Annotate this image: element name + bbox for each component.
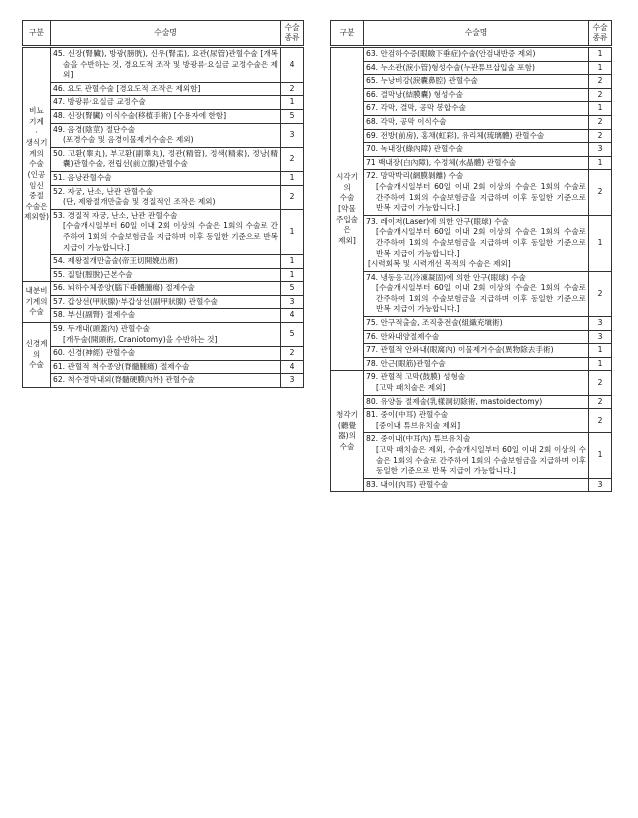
surgery-name-cell: [51, 347, 281, 361]
surgery-title: 50. 고환(睾丸), 부고환(副睾丸), 정관(精管), 정색(精索), 정낭(精囊)관혈수술, 전립선(前立腺)관혈수술: [53, 148, 278, 169]
surgery-count-cell: 3: [281, 295, 304, 309]
table-row: [331, 129, 612, 143]
surgery-count-cell: 1: [589, 156, 612, 170]
surgery-title: 82. 중이내(中耳內) 튜브유치술: [366, 434, 471, 444]
right-body: [331, 47, 612, 492]
table-row: [331, 317, 612, 331]
surgery-name-cell: [364, 271, 589, 316]
header-category: 구분: [331, 21, 364, 47]
surgery-name-cell: [364, 371, 589, 395]
surgery-name-cell: [364, 215, 589, 271]
surgery-count-cell: 4: [281, 309, 304, 323]
surgery-count-cell: 1: [281, 96, 304, 110]
surgery-title: 72. 망막박리(網膜剝離) 수술: [366, 171, 464, 181]
table-row: [331, 357, 612, 371]
surgery-count-cell: 1: [589, 344, 612, 358]
table-row: [23, 309, 304, 323]
table-row: [331, 88, 612, 102]
surgery-condition: [고막 패치술은 제외]: [376, 383, 446, 393]
surgery-condition: [수술개시일부터 60일 이내 2회 이상의 수술은 1회의 수술로 간주하여 1회의 수술보험금을 지급하며 이후 동일한 기준으로 반복 지급이 가능합니다.]: [376, 227, 586, 258]
surgery-title: 58. 부신(副腎) 절제수술: [53, 310, 136, 320]
table-row: [331, 47, 612, 62]
surgery-name-cell: [51, 268, 281, 282]
surgery-name-cell: [364, 143, 589, 157]
surgery-name-cell: [364, 61, 589, 75]
header-name: 수술명: [51, 21, 281, 47]
surgery-condition: [개두술(開頭術, Craniotomy)을 수반하는 것]: [63, 334, 218, 344]
surgery-title: 59. 두개내(頭蓋內) 관혈수술: [53, 324, 150, 334]
surgery-title: 47. 방광류·요실금 교정수술: [53, 97, 146, 107]
surgery-title: 65. 누낭비강(淚囊鼻腔) 관혈수술: [366, 76, 478, 86]
surgery-condition: [수술개시일부터 60일 이내 2회 이상의 수술은 1회의 수술로 간주하여 1회의 수술보험금을 지급하며 이후 동일한 기준으로 반복 지급이 가능합니다.]: [376, 283, 586, 314]
surgery-name-cell: [51, 209, 281, 254]
left-body: [23, 47, 304, 388]
category-cell: 시각기 의 수술 [약물 주입술 은 제외]: [331, 47, 364, 371]
surgery-count-cell: 2: [589, 409, 612, 433]
surgery-name-cell: [51, 255, 281, 269]
surgery-count-cell: 2: [281, 185, 304, 209]
surgery-condition: [중이내 튜브유치술 제외]: [376, 420, 461, 430]
table-row: [331, 102, 612, 116]
surgery-name-cell: [51, 323, 281, 347]
surgery-count-cell: 2: [281, 82, 304, 96]
surgery-name-cell: [364, 433, 589, 478]
surgery-name-cell: [364, 75, 589, 89]
surgery-title: 75. 안구적출술, 조직충전술(組織充塡術): [366, 318, 503, 328]
surgery-count-cell: 1: [589, 61, 612, 75]
surgery-name-cell: [364, 317, 589, 331]
column-gap: [304, 0, 330, 818]
surgery-count-cell: 1: [589, 433, 612, 478]
table-row: [23, 295, 304, 309]
surgery-title: 69. 전방(前房), 홍채(虹彩), 유리체(琉璃體) 관혈수술: [366, 130, 545, 140]
category-cell: 내분비 기계의 수술: [23, 282, 51, 323]
surgery-count-cell: 2: [589, 170, 612, 215]
surgery-count-cell: 3: [589, 317, 612, 331]
surgery-name-cell: [364, 395, 589, 409]
table-row: [331, 433, 612, 478]
surgery-title: 67. 각막, 결막, 공막 봉합수술: [366, 103, 466, 113]
table-header-row: [23, 21, 304, 47]
surgery-count-cell: 5: [281, 323, 304, 347]
surgery-table-right: [330, 20, 612, 492]
surgery-name-cell: [364, 170, 589, 215]
surgery-count-cell: 2: [589, 75, 612, 89]
surgery-name-cell: [364, 129, 589, 143]
surgery-title: 73. 레이저(Laser)에 의한 안구(眼球) 수술: [366, 216, 509, 226]
surgery-title: 55. 질탈(膣脫)근본수술: [53, 269, 133, 279]
surgery-count-cell: 4: [281, 360, 304, 374]
surgery-count-cell: 3: [589, 330, 612, 344]
table-row: [23, 323, 304, 347]
surgery-name-cell: [364, 344, 589, 358]
table-row: [23, 347, 304, 361]
surgery-title: 60. 신경(神經) 관혈수술: [53, 348, 136, 358]
table-row: [23, 47, 304, 83]
surgery-name-cell: [51, 295, 281, 309]
surgery-title: 49. 음경(陰莖) 절단수술: [53, 124, 136, 134]
surgery-count-cell: 2: [589, 371, 612, 395]
surgery-count-cell: 2: [589, 271, 612, 316]
surgery-title: 62. 척수경막내외(脊髓硬膜內外) 관혈수술: [53, 375, 195, 385]
surgery-condition: [수술개시일부터 60일 이내 2회 이상의 수술은 1회의 수술로 간주하여 1회의 수술보험금을 지급하며 이후 동일한 기준으로 반복 지급이 가능합니다.]: [376, 181, 586, 213]
category-cell: 청각기 (聽覺 器)의 수술: [331, 371, 364, 492]
surgery-name-cell: [51, 123, 281, 147]
surgery-name-cell: [364, 357, 589, 371]
header-count: 수술 종류: [281, 21, 304, 47]
table-header-row: [331, 21, 612, 47]
surgery-title: 77. 관혈적 안와내(眼窩內) 이물제거수술(異物除去手術): [366, 345, 554, 355]
surgery-count-cell: 5: [281, 109, 304, 123]
surgery-title: 51. 음낭관혈수술: [53, 172, 112, 182]
surgery-count-cell: 5: [281, 282, 304, 296]
surgery-title: 70. 녹내장(綠內障) 관혈수술: [366, 144, 463, 154]
surgery-title: 66. 결막낭(結膜囊) 형성수술: [366, 89, 463, 99]
table-row: [331, 395, 612, 409]
surgery-name-cell: [51, 309, 281, 323]
surgery-count-cell: 2: [281, 147, 304, 171]
table-row: [331, 61, 612, 75]
header-category: 구분: [23, 21, 51, 47]
table-row: [23, 109, 304, 123]
surgery-name-cell: [364, 88, 589, 102]
surgery-count-cell: 1: [281, 268, 304, 282]
table-row: [331, 271, 612, 316]
surgery-title: 79. 관혈적 고막(鼓膜) 성형술: [366, 372, 466, 382]
surgery-name-cell: [364, 478, 589, 492]
table-row: [23, 374, 304, 388]
surgery-title: 76. 안와내양절제수술: [366, 331, 440, 341]
table-row: [23, 268, 304, 282]
surgery-count-cell: 3: [589, 478, 612, 492]
surgery-count-cell: 1: [281, 171, 304, 185]
header-count: 수술 종류: [589, 21, 612, 47]
table-row: [331, 330, 612, 344]
surgery-count-cell: 1: [589, 47, 612, 62]
table-row: [331, 170, 612, 215]
table-row: [331, 215, 612, 271]
table-row: [331, 478, 612, 492]
surgery-count-cell: 3: [281, 374, 304, 388]
table-row: [23, 255, 304, 269]
surgery-count-cell: 2: [589, 395, 612, 409]
surgery-condition: [수술개시일부터 60일 이내 2회 이상의 수술은 1회의 수술로 간주하여 1회의 수술보험금을 지급하며 이후 동일한 기준으로 반복 지급이 가능합니다.]: [63, 221, 278, 252]
surgery-title: 68. 각막, 공막 이식수술: [366, 116, 447, 126]
table-row: [23, 171, 304, 185]
surgery-title: 71 백내장(白內障), 수정체(水晶體) 관혈수술: [366, 157, 517, 167]
surgery-count-cell: 1: [589, 102, 612, 116]
surgery-name-cell: [51, 282, 281, 296]
surgery-title: 61. 관혈적 척수종양(脊髓腫瘍) 절제수술: [53, 361, 190, 371]
surgery-count-cell: 1: [589, 215, 612, 271]
category-cell: 비뇨 기계 · 생식기 계의 수술 (인공 임신 중절 수술은 제외함): [23, 47, 51, 282]
surgery-condition: [고막 패치술은 제외, 수술개시일부터 60일 이내 2회 이상의 수술은 1회의 수술로 간주하여 1회의 수술보험금을 지급하며 이후 동일한 기준으로 반복 지급이 가능합니다.]: [376, 445, 586, 476]
surgery-title: 81. 중이(中耳) 관혈수술: [366, 410, 449, 420]
surgery-condition: (포경수술 및 음경이물제거수술은 제외): [63, 135, 194, 145]
table-row: [23, 360, 304, 374]
table-row: [23, 82, 304, 96]
table-row: [331, 115, 612, 129]
surgery-name-cell: [51, 96, 281, 110]
table-row: [23, 185, 304, 209]
surgery-name-cell: [51, 47, 281, 83]
surgery-count-cell: 2: [589, 88, 612, 102]
table-row: [331, 371, 612, 395]
surgery-title: 52. 자궁, 난소, 난관 관혈수술: [53, 186, 153, 196]
surgery-count-cell: 2: [281, 347, 304, 361]
surgery-name-cell: [51, 147, 281, 171]
surgery-name-cell: [51, 185, 281, 209]
surgery-table-left: [22, 20, 304, 388]
table-row: [331, 344, 612, 358]
header-name: 수술명: [364, 21, 589, 47]
table-row: [331, 143, 612, 157]
surgery-title: 54. 제왕절개만출술(帝王切開娩出術): [53, 256, 178, 266]
surgery-count-cell: 1: [281, 255, 304, 269]
surgery-title: 53. 경질적 자궁, 난소, 난관 관혈수술: [53, 210, 178, 220]
surgery-title: 46. 요도 관혈수술 [경요도적 조작은 제외함]: [53, 83, 201, 93]
surgery-count-cell: 3: [281, 123, 304, 147]
surgery-title: 78. 안근(眼筋)관혈수술: [366, 358, 446, 368]
surgery-title: 45. 신장(腎臟), 방광(膀胱), 신우(腎盂), 요관(尿管)관혈수술 [개복술을 수반하는 것, 경요도적 조작 및 방광류·요실금 교정수술은 제외]: [53, 49, 278, 80]
surgery-name-cell: [364, 115, 589, 129]
surgery-title: 74. 냉동응고(冷凍凝固)에 의한 안구(眼球) 수술: [366, 272, 526, 282]
surgery-count-cell: 4: [281, 47, 304, 83]
surgery-note: [시력회복 및 시력개선 목적의 수술은 제외]: [368, 259, 511, 269]
surgery-name-cell: [51, 82, 281, 96]
table-row: [23, 147, 304, 171]
surgery-count-cell: 2: [589, 129, 612, 143]
surgery-title: 57. 갑상선(甲狀腺)·부갑상선(副甲狀腺) 관혈수술: [53, 296, 219, 306]
surgery-name-cell: [51, 360, 281, 374]
table-row: [331, 75, 612, 89]
surgery-count-cell: 2: [589, 115, 612, 129]
surgery-name-cell: [364, 330, 589, 344]
surgery-title: 63. 안검하수증(眼瞼下垂症)수술(안검내반증 제외): [366, 49, 536, 58]
surgery-name-cell: [364, 47, 589, 62]
surgery-name-cell: [51, 374, 281, 388]
table-row: [23, 209, 304, 254]
category-cell: 신경계 의 수술: [23, 323, 51, 388]
table-row: [23, 96, 304, 110]
surgery-name-cell: [364, 156, 589, 170]
surgery-title: 64. 누소관(淚小管)형성수술(누관튜브삽입술 포함): [366, 62, 535, 72]
table-row: [23, 123, 304, 147]
surgery-count-cell: 3: [589, 143, 612, 157]
surgery-condition: (단, 제왕절개만출술 및 경질적인 조작은 제외): [63, 197, 216, 207]
surgery-title: 83. 내이(內耳) 관혈수술: [366, 479, 449, 489]
table-row: [331, 156, 612, 170]
table-row: [23, 282, 304, 296]
surgery-title: 48. 신장(腎臟) 이식수술(移植手術) [수용자에 한함]: [53, 110, 227, 120]
surgery-name-cell: [364, 102, 589, 116]
surgery-count-cell: 1: [589, 357, 612, 371]
surgery-name-cell: [51, 109, 281, 123]
surgery-title: 56. 뇌하수체종양(腦下垂體腫瘍) 절제수술: [53, 283, 195, 293]
surgery-name-cell: [364, 409, 589, 433]
table-row: [331, 409, 612, 433]
surgery-name-cell: [51, 171, 281, 185]
surgery-count-cell: 1: [281, 209, 304, 254]
surgery-title: 80. 유양돌 절제술(乳樣洞切除術, mastoidectomy): [366, 396, 543, 406]
